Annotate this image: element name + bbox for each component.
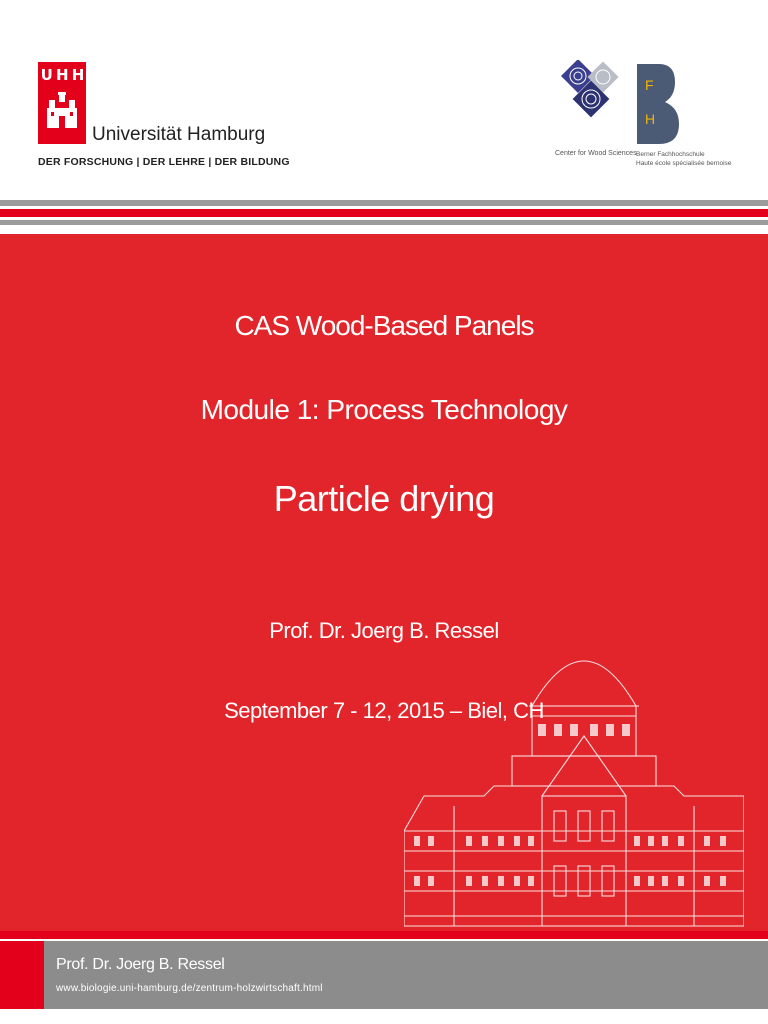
uhh-logo (38, 62, 86, 144)
uhh-logo-initials: U H H (40, 66, 84, 84)
module-title: Module 1: Process Technology (200, 394, 568, 425)
bfh-label-line2: Haute école spécialisée bernoise (636, 160, 732, 167)
bfh-logo-initial-f: F (645, 77, 654, 93)
bfh-logo-initial-h: H (645, 111, 656, 127)
university-name: Universität Hamburg (92, 124, 266, 145)
presenter-name: Prof. Dr. Joerg B. Ressel (269, 618, 499, 643)
footer-presenter-name: Prof. Dr. Joerg B. Ressel (56, 956, 225, 973)
date-and-place: September 7 - 12, 2015 – Biel, CH (224, 698, 544, 723)
center-for-wood-sciences-label: Center for Wood Sciences (555, 150, 637, 157)
divider-stripe (0, 209, 768, 217)
bfh-logo (635, 62, 681, 146)
slide-topic: Particle drying (273, 478, 495, 519)
bfh-label (636, 150, 731, 168)
footer-accent (0, 941, 44, 1009)
header (0, 0, 768, 200)
hamburg-castle-icon (47, 92, 77, 128)
footer-stripe (0, 931, 768, 939)
footer-url: www.biologie.uni-hamburg.de/zentrum-holzwirtschaft.html (56, 983, 323, 994)
university-building-illustration (404, 646, 744, 931)
center-for-wood-sciences-logo (558, 60, 624, 146)
footer-bar (44, 941, 768, 1009)
title-panel (0, 234, 768, 931)
course-title: CAS Wood-Based Panels (234, 310, 534, 341)
university-tagline: DER FORSCHUNG | DER LEHRE | DER BILDUNG (38, 156, 290, 168)
bfh-label-line1: Berner Fachhochschule (636, 151, 705, 158)
footer-bottom-margin (0, 1009, 768, 1024)
divider-stripe (0, 225, 768, 234)
